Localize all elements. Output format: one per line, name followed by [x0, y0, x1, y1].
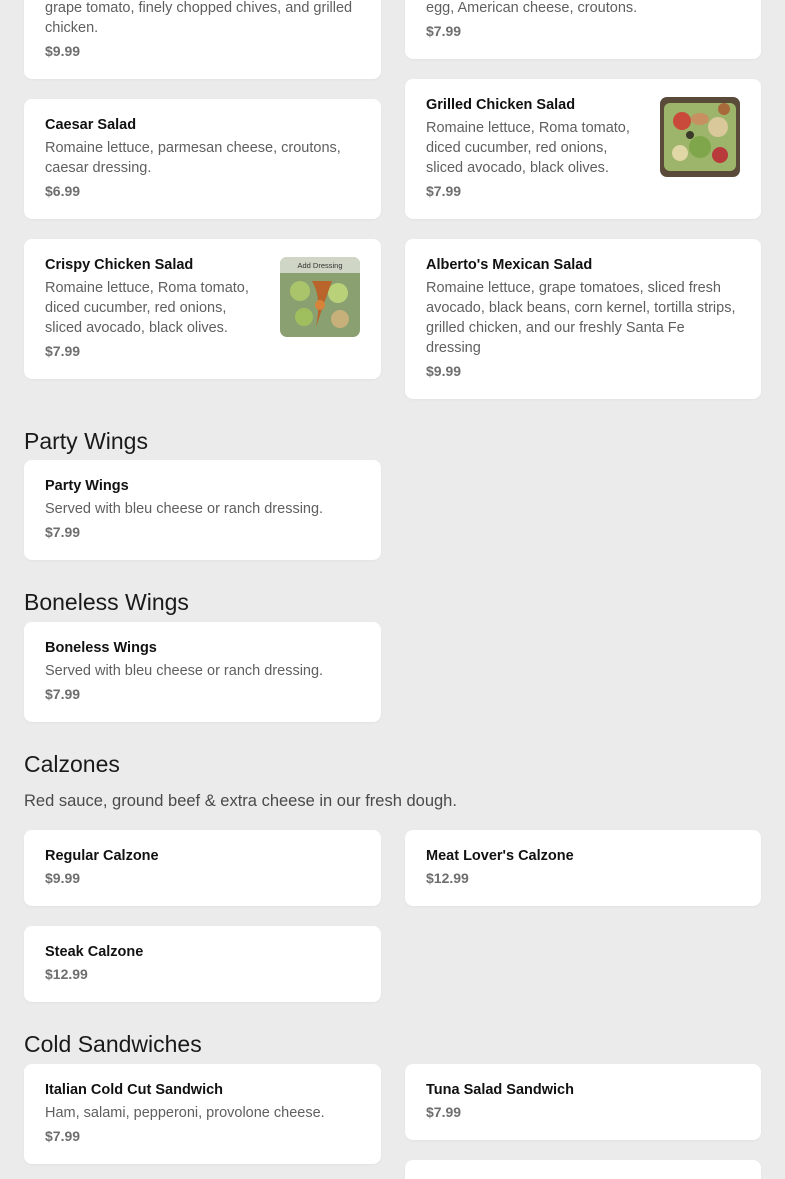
- item-photo[interactable]: [660, 97, 740, 177]
- item-photo[interactable]: [280, 257, 360, 337]
- item-title: Boneless Wings: [45, 640, 157, 656]
- item-price: $9.99: [45, 43, 81, 59]
- item-title: Caesar Salad: [45, 117, 137, 133]
- menu-item-card-italian-cold-cut-sandwich[interactable]: [24, 1064, 381, 1164]
- section-title-party-wings: Party Wings: [24, 428, 148, 454]
- item-description: Romaine lettuce, grape tomatoes, sliced fresh avocado, black beans, corn kernel, tortilla strips, grilled chicken, and our freshly Santa Fe dressing: [426, 280, 736, 356]
- item-description: Served with bleu cheese or ranch dressing.: [45, 663, 324, 679]
- item-price: $7.99: [426, 183, 462, 199]
- item-price: $12.99: [45, 966, 88, 982]
- item-title: Italian Cold Cut Sandwich: [45, 1082, 224, 1098]
- item-title: Crispy Chicken Salad: [45, 257, 194, 273]
- item-title: Party Wings: [45, 478, 129, 494]
- item-title: Meat Lover's Calzone: [426, 848, 574, 864]
- menu-item-card-caesar-salad[interactable]: [24, 99, 381, 219]
- item-price: $9.99: [45, 870, 81, 886]
- item-price: $6.99: [45, 183, 81, 199]
- item-price: $7.99: [426, 1104, 462, 1120]
- section-description-calzones: Red sauce, ground beef & extra cheese in our fresh dough.: [24, 792, 457, 810]
- item-description: Served with bleu cheese or ranch dressing.: [45, 501, 324, 517]
- item-price: $7.99: [45, 1128, 81, 1144]
- item-title: Regular Calzone: [45, 848, 159, 864]
- item-price: $9.99: [426, 363, 462, 379]
- menu-item-card-crispy-chicken-salad[interactable]: [24, 239, 381, 379]
- menu-item-card-party-wings[interactable]: [24, 460, 381, 560]
- section-title-calzones: Calzones: [24, 751, 120, 777]
- item-description: egg, American cheese, croutons.: [426, 0, 638, 16]
- item-title: Tuna Salad Sandwich: [426, 1082, 574, 1098]
- menu-item-card-steak-calzone[interactable]: [24, 926, 381, 1002]
- item-description: Romaine lettuce, parmesan cheese, croutons, caesar dressing.: [45, 140, 341, 176]
- menu-item-card-tuna-salad-sandwich[interactable]: [405, 1064, 761, 1140]
- item-description: grape tomato, finely chopped chives, and grilled chicken.: [45, 0, 353, 36]
- item-title: Alberto's Mexican Salad: [426, 257, 593, 273]
- item-price: $7.99: [426, 23, 462, 39]
- item-price: $12.99: [426, 870, 469, 886]
- menu-item-card-albertos-mexican-salad[interactable]: [405, 239, 761, 399]
- item-description: Ham, salami, pepperoni, provolone cheese.: [45, 1105, 325, 1121]
- item-price: $7.99: [45, 343, 81, 359]
- item-title: Steak Calzone: [45, 944, 144, 960]
- menu-item-card-regular-calzone[interactable]: [24, 830, 381, 906]
- menu-item-card-partial-left[interactable]: [24, 0, 381, 79]
- photo-caption: Add Dressing: [297, 261, 343, 270]
- item-title: Grilled Chicken Salad: [426, 97, 576, 113]
- menu-item-card-partial-bottom[interactable]: [405, 1160, 761, 1179]
- item-description: Romaine lettuce, Roma tomato, diced cucumber, red onions, sliced avocado, black olives.: [426, 120, 630, 176]
- menu-item-card-grilled-chicken-salad[interactable]: [405, 79, 761, 219]
- section-title-boneless-wings: Boneless Wings: [24, 589, 189, 615]
- item-price: $7.99: [45, 524, 81, 540]
- item-price: $7.99: [45, 686, 81, 702]
- menu-item-card-meat-lovers-calzone[interactable]: [405, 830, 761, 906]
- section-title-cold-sandwiches: Cold Sandwiches: [24, 1031, 202, 1057]
- menu-item-card-partial-right[interactable]: [405, 0, 761, 59]
- item-description: Romaine lettuce, Roma tomato, diced cucumber, red onions, sliced avocado, black olives.: [45, 280, 249, 336]
- menu-item-card-boneless-wings[interactable]: [24, 622, 381, 722]
